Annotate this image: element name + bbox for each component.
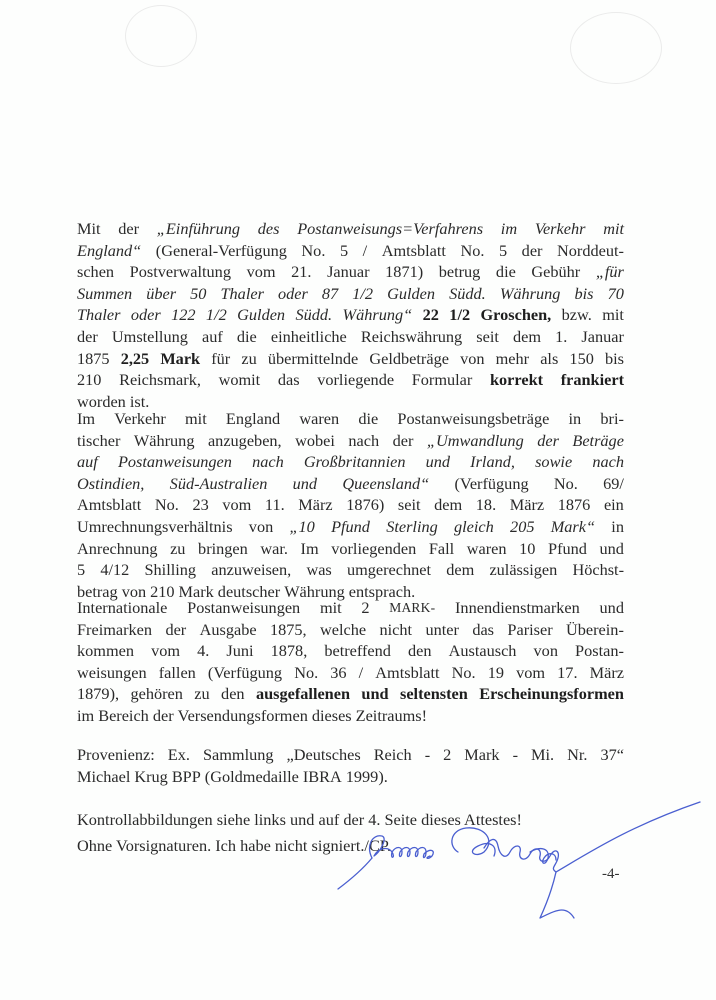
word: Im (300, 538, 319, 558)
word: auf (201, 326, 223, 346)
word: No. (294, 662, 319, 682)
paragraph-internationale-postanweisungen (77, 597, 624, 727)
word: Irland, (470, 452, 515, 472)
word: dem (446, 560, 475, 580)
signature-stroke (484, 839, 558, 872)
word: waren (466, 538, 507, 558)
word: bzw. (561, 305, 592, 325)
word: MARK- (389, 600, 436, 615)
word: seit (476, 326, 499, 346)
word: entsprach. (348, 581, 416, 601)
word: Mark“ (550, 516, 596, 536)
signature-stroke (556, 802, 700, 872)
word: Umstellung (111, 326, 188, 346)
signature-stroke (540, 872, 574, 918)
word: „Umwandlung (426, 430, 524, 450)
word: 2,25 (120, 348, 150, 368)
word: Mark (178, 581, 214, 601)
word: Shilling (144, 560, 197, 580)
text-line (77, 283, 624, 305)
signature-stroke (530, 849, 556, 864)
word: bis (574, 283, 594, 303)
word: 4. (197, 641, 210, 661)
word: (General-Verfügung (155, 240, 287, 260)
word: im (500, 219, 518, 238)
word: 23 (192, 495, 209, 515)
word: Währung (133, 430, 195, 450)
word: korrekt (489, 370, 544, 390)
word: England (225, 409, 281, 428)
word: Erscheinungsformen (479, 684, 624, 704)
text-line (77, 683, 624, 705)
word: Geldbeträge (369, 348, 449, 368)
word: ist. (129, 391, 150, 411)
word: Mark (464, 745, 500, 764)
signature-note: Ohne Vorsignaturen. Ich habe nicht signiert./CP. (77, 836, 392, 855)
word: und (599, 598, 624, 617)
text-line (77, 261, 624, 283)
word: Fall (428, 538, 455, 558)
word: (Verfügung (454, 473, 529, 493)
word: 2 (361, 598, 370, 617)
word: übermittelnde (267, 348, 359, 368)
word: Groschen, (480, 305, 552, 325)
word: 21. (291, 262, 312, 282)
word: (Verfügung (207, 662, 283, 682)
word: / (358, 662, 364, 682)
word: Höchst- (572, 560, 624, 580)
word: Summen (77, 283, 133, 303)
word: 150 (569, 348, 594, 368)
word: Januar (581, 326, 624, 346)
word: 36 (330, 662, 347, 682)
word: ausgefallenen (255, 684, 351, 704)
word: 205 (510, 516, 535, 536)
word: Ausgabe (199, 619, 257, 639)
word: weisungen (77, 662, 147, 682)
word: schen (77, 262, 115, 282)
word: Nr. (567, 745, 588, 764)
word: oder (130, 305, 161, 325)
word: zulässigen (489, 560, 558, 580)
word: Südd. (295, 305, 333, 325)
word: vom (222, 495, 252, 515)
word: 87 (321, 283, 339, 303)
word: gleich (454, 516, 494, 536)
paragraph-einfuehrung (77, 218, 624, 412)
word: „10 (289, 516, 315, 536)
word: den (221, 684, 245, 704)
word: 1/2 (352, 283, 374, 303)
word: - (512, 745, 518, 764)
word: 50 (190, 283, 207, 303)
word: Süd-Australien (169, 473, 268, 493)
word: Postanweisungs=Verfahrens (297, 219, 484, 238)
word: und (292, 473, 318, 493)
text-line (77, 538, 624, 560)
word: Pariser (507, 619, 553, 639)
word: No. (451, 662, 476, 682)
word: was (306, 560, 332, 580)
text-line (77, 766, 624, 788)
word: Südd. (449, 283, 486, 303)
word: Postanweisungen (117, 452, 232, 472)
word: das (472, 619, 495, 639)
word: tischer (77, 430, 121, 450)
word: für (211, 348, 231, 368)
text-line (77, 473, 624, 495)
text-line (77, 662, 624, 684)
word: die (236, 326, 257, 346)
word: Pfund (331, 516, 370, 536)
word: 210 (150, 581, 175, 601)
word: Währung“ (342, 305, 413, 325)
word: war. (260, 538, 288, 558)
word: der (118, 219, 140, 238)
word: und (599, 538, 624, 558)
word: Versendungsformen (177, 705, 308, 725)
word: Ostindien, (77, 473, 145, 493)
text-line (77, 218, 624, 240)
word: vom (246, 262, 276, 282)
word: wobei (295, 430, 335, 450)
word: Mark (160, 348, 201, 368)
word: von (533, 641, 558, 661)
word: 210 (77, 370, 102, 390)
word: Freimarken (77, 619, 153, 639)
word: Zeitraums! (355, 705, 428, 725)
word: 1/2 (205, 305, 227, 325)
word: mit (319, 598, 342, 617)
word: das (277, 370, 300, 390)
text-line (77, 304, 624, 326)
word: 37“ (600, 745, 624, 764)
word: 1/2 (449, 305, 471, 325)
word: 2 (443, 745, 452, 764)
word: deutscher (217, 581, 281, 601)
word: nicht (379, 619, 413, 639)
word: in (611, 516, 624, 536)
word: mit (185, 409, 207, 428)
word: Postanweisungen (187, 598, 301, 617)
word: vom (151, 641, 181, 661)
word: BPP (171, 766, 201, 786)
word: der (152, 705, 174, 725)
word: zu (241, 348, 257, 368)
word: Verkehr (114, 409, 166, 428)
text-line (77, 451, 624, 473)
word: Reich (373, 745, 412, 764)
word: Gulden (387, 283, 436, 303)
word: dieses (311, 705, 352, 725)
word: 1871) (385, 262, 424, 282)
word: ein (603, 495, 624, 515)
word: 70 (607, 283, 624, 303)
page-number: -4- (602, 866, 620, 882)
word: anzugeben, (207, 430, 282, 450)
paragraph-verkehr-england (77, 408, 624, 602)
word: nach (592, 452, 624, 472)
word: „Einführung (156, 219, 241, 238)
word: 5 (339, 240, 349, 260)
word: Norddeut- (557, 240, 624, 260)
word: die (358, 409, 379, 428)
word: 5 (77, 560, 86, 580)
word: Michael (77, 766, 131, 786)
word: 22 (422, 305, 439, 325)
word: Umrechnungsverhältnis (77, 516, 233, 536)
word: März (298, 495, 333, 515)
word: Verkehr (534, 219, 586, 238)
word: die (495, 262, 516, 282)
word: No. (553, 473, 578, 493)
word: 1. (555, 326, 568, 346)
word: / (362, 240, 368, 260)
word: als (540, 348, 559, 368)
text-line (77, 369, 624, 391)
word: betreffend (324, 641, 391, 661)
word: Amtsblatt (381, 240, 446, 260)
word: „für (595, 262, 624, 282)
word: 4/12 (100, 560, 130, 580)
word: 69/ (603, 473, 624, 493)
paragraph-provenienz (77, 744, 624, 787)
word: Queensland“ (342, 473, 430, 493)
word: 19 (487, 662, 504, 682)
word: Amtsblatt (375, 662, 440, 682)
word: der (77, 326, 98, 346)
word: 11. (264, 495, 285, 515)
word: seltensten (399, 684, 468, 704)
word: vorliegende (317, 370, 395, 390)
word: Formular (411, 370, 473, 390)
word: Juni (226, 641, 254, 661)
word: anzuweisen, (211, 560, 292, 580)
word: 18. (475, 495, 497, 515)
word: von (248, 516, 274, 536)
word: im (77, 705, 95, 725)
word: März (509, 495, 545, 515)
word: Gebühr (531, 262, 581, 282)
word: Austausch (448, 641, 517, 661)
word: von (121, 581, 147, 601)
word: Mit (77, 219, 101, 238)
word: Provenienz: (77, 745, 155, 764)
word: von (460, 348, 485, 368)
word: Anrechnung (77, 538, 158, 558)
word: 1876 (557, 495, 591, 515)
text-line (77, 494, 624, 516)
text-line (77, 597, 624, 619)
word: Innendienstmarken (455, 598, 580, 617)
word: 10 (519, 538, 536, 558)
word: 5 (498, 240, 508, 260)
word: Ex. (167, 745, 190, 764)
word: Amtsblatt (77, 495, 142, 515)
word: welche (320, 619, 367, 639)
word: unter (425, 619, 459, 639)
word: 1875, (269, 619, 307, 639)
word: der (537, 430, 559, 450)
word: Krug (134, 766, 168, 786)
word: Postverwaltung (129, 262, 231, 282)
word: 1879), (77, 684, 120, 704)
word: kommen (77, 641, 134, 661)
word: umgerechnet (346, 560, 432, 580)
word: Sterling (386, 516, 438, 536)
word: bis (604, 348, 624, 368)
word: „Deutsches (286, 745, 361, 764)
word: mit (603, 219, 624, 238)
word: 17. (557, 662, 578, 682)
word: Überein- (566, 619, 624, 639)
word: mehr (495, 348, 530, 368)
word: und (425, 452, 451, 472)
text-line (77, 326, 624, 348)
word: zu (194, 684, 210, 704)
signature-stroke (338, 858, 372, 889)
word: betrag (77, 581, 118, 601)
word: in (568, 409, 582, 428)
bleed-through-mark (570, 12, 662, 84)
text-line (77, 408, 624, 430)
text-line (77, 705, 624, 727)
word: zu (170, 538, 186, 558)
word: der (521, 240, 543, 260)
word: Beträge (572, 430, 624, 450)
word: betrug (438, 262, 481, 282)
word: dem (512, 326, 541, 346)
word: 1999). (345, 766, 388, 786)
word: und (361, 684, 389, 704)
text-line (77, 559, 624, 581)
word: Pfund (548, 538, 587, 558)
word: England“ (77, 240, 142, 260)
word: frankiert (560, 370, 624, 390)
word: Januar (327, 262, 370, 282)
word: Thaler (77, 305, 121, 325)
word: nach (348, 430, 380, 450)
word: nach (252, 452, 284, 472)
word: worden (77, 391, 126, 411)
word: womit (218, 370, 261, 390)
word: bri- (600, 409, 624, 428)
word: No. (301, 240, 326, 260)
word: Währung (499, 283, 561, 303)
word: - (424, 745, 431, 764)
word: Reichsmark, (119, 370, 201, 390)
word: auf (77, 452, 98, 472)
word: gehören (130, 684, 183, 704)
word: 1876) (346, 495, 385, 515)
word: Postanweisungsbeträge (397, 409, 550, 428)
word: 1878, (270, 641, 308, 661)
word: Postan- (575, 641, 624, 661)
text-line (77, 240, 624, 262)
word: vorliegenden (331, 538, 417, 558)
word: über (146, 283, 177, 303)
word: der (392, 430, 414, 450)
word: No. (460, 240, 485, 260)
word: des (257, 219, 280, 238)
word: Thaler (220, 283, 264, 303)
word: No. (154, 495, 179, 515)
word: Internationale (77, 598, 168, 617)
word: IBRA (302, 766, 342, 786)
bleed-through-mark (125, 5, 197, 67)
text-line (77, 348, 624, 370)
word: den (408, 641, 432, 661)
word: Reichswährung (360, 326, 463, 346)
word: oder (277, 283, 308, 303)
kontroll-note: Kontrollabbildungen siehe links und auf der 4. Seite dieses Attestes! (77, 810, 522, 829)
word: März (589, 662, 624, 682)
word: sowie (535, 452, 573, 472)
text-line (77, 619, 624, 641)
word: Sammlung (202, 745, 274, 764)
word: waren (299, 409, 340, 428)
word: der (165, 619, 187, 639)
word: seit (397, 495, 421, 515)
word: (Goldmedaille (204, 766, 299, 786)
text-line (77, 516, 624, 538)
signature-stroke (452, 828, 495, 856)
word: 1875 (77, 348, 110, 368)
word: einheitliche (270, 326, 347, 346)
word: dem (434, 495, 463, 515)
text-line (77, 430, 624, 452)
word: mit (602, 305, 624, 325)
word: 122 (171, 305, 196, 325)
word: Bereich (98, 705, 149, 725)
text-line (77, 744, 624, 766)
word: vom (516, 662, 546, 682)
word: Währung (284, 581, 345, 601)
text-line (77, 640, 624, 662)
word: bringen (198, 538, 248, 558)
word: fallen (158, 662, 196, 682)
word: Im (77, 409, 96, 428)
word: Gulden (237, 305, 286, 325)
word: Großbritannien (303, 452, 406, 472)
word: Mi. (531, 745, 555, 764)
